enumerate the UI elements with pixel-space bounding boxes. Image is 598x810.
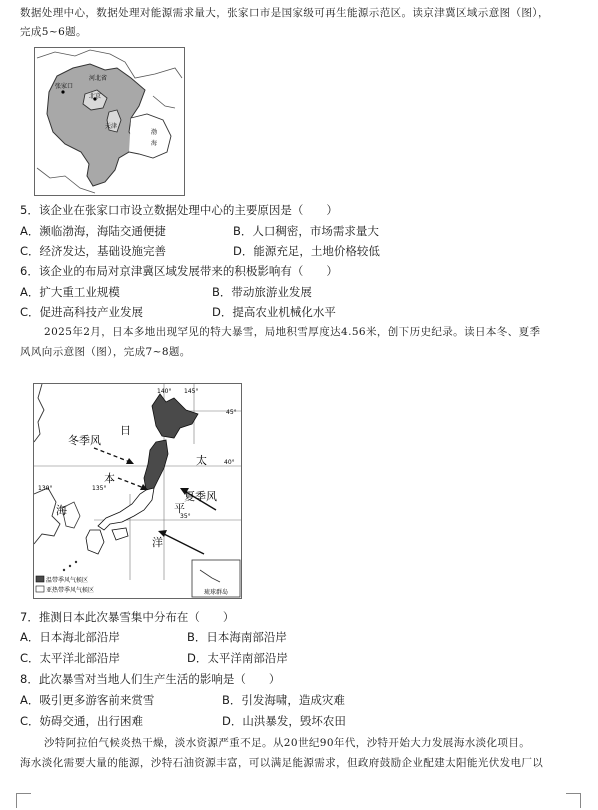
- lon-label: 130°: [38, 485, 53, 492]
- corner-mark: [16, 793, 31, 808]
- mainland-coast: [34, 384, 44, 442]
- ocean-label: 太: [196, 454, 207, 467]
- island: [75, 561, 77, 563]
- lon-label: 135°: [92, 485, 107, 492]
- jingjinji-map: [34, 47, 185, 196]
- winter-wind-label: 冬季风: [68, 434, 101, 447]
- border-line: [37, 168, 95, 193]
- intro-line: 数据处理中心，数据处理对能源需求量大，张家口市是国家级可再生能源示范区。读京津冀区域示意图（图），: [20, 7, 549, 19]
- option-c[interactable]: C．太平洋北部沿岸: [20, 651, 121, 665]
- summer-wind-label: 夏季风: [184, 490, 217, 503]
- bohai-label: 海: [151, 140, 158, 147]
- ocean-label: 洋: [152, 536, 163, 549]
- ocean-label: 平: [174, 502, 185, 515]
- option-a[interactable]: A．吸引更多游客前来赏雪: [20, 693, 155, 707]
- option-b[interactable]: B．人口稠密，市场需求量大: [233, 224, 379, 238]
- option-c[interactable]: C．经济发达，基础设施完善: [20, 244, 167, 258]
- winter-wind-arrow: [118, 478, 144, 488]
- option-b[interactable]: B．日本海南部沿岸: [187, 630, 287, 644]
- intro-line: 沙特阿拉伯气候炎热干燥，淡水资源严重不足。从20世纪90年代，沙特开始大力发展海水淡化项目。: [44, 737, 531, 749]
- honshu-north: [144, 440, 168, 490]
- lon-label: 145°: [184, 388, 199, 395]
- sea-label: 日: [120, 424, 131, 437]
- hebei-label: 河北省: [89, 75, 108, 82]
- option-a[interactable]: A．日本海北部沿岸: [20, 630, 120, 644]
- border-line: [153, 96, 175, 108]
- option-d[interactable]: D．山洪暴发，毁坏农田: [222, 714, 346, 728]
- legend-swatch-temperate: [36, 576, 44, 582]
- option-c[interactable]: C．促进高科技产业发展: [20, 305, 144, 319]
- zhangjiakou-label: 张家口: [55, 83, 74, 90]
- lat-label: 45°: [226, 409, 237, 416]
- option-d[interactable]: D．太平洋南部沿岸: [187, 651, 288, 665]
- corner-mark: [566, 793, 581, 808]
- lat-label: 40°: [224, 459, 235, 466]
- kyushu: [86, 530, 104, 554]
- hokkaido: [152, 394, 198, 438]
- bohai-label: 渤: [151, 129, 158, 136]
- legend-temperate: 温带季风气候区: [46, 577, 89, 584]
- option-d[interactable]: D．提高农业机械化水平: [212, 305, 336, 319]
- beijing-label: 北京: [89, 93, 102, 100]
- question-stem: 7．推测日本此次暴雪集中分布在（ ）: [20, 610, 235, 624]
- zhangjiakou-dot: [61, 90, 64, 93]
- intro-line: 2025年2月，日本多地出现罕见的特大暴雪，局地积雪厚度达4.56米，创下历史纪录。读日本冬、夏季: [44, 326, 541, 338]
- japan-monsoon-map: [33, 383, 242, 599]
- intro-line: 风风向示意图（图），完成7~8题。: [20, 346, 191, 358]
- intro-line: 完成5~6题。: [20, 26, 87, 38]
- ryukyu-label: 琉球群岛: [204, 589, 229, 596]
- sea-label: 海: [56, 504, 67, 517]
- shikoku: [112, 528, 128, 540]
- question-stem: 6．该企业的布局对京津冀区域发展带来的积极影响有（ ）: [20, 264, 338, 278]
- lon-label: 140°: [157, 388, 172, 395]
- legend-subtropical: 亚热带季风气候区: [46, 587, 95, 594]
- intro-line: 海水淡化需要大量的能源，沙特石油资源丰富，可以满足能源需求，但政府鼓励企业配建太阳能光伏发电厂以: [20, 757, 544, 769]
- tianjin-label: 天津: [105, 123, 118, 130]
- island: [63, 569, 65, 571]
- option-c[interactable]: C．妨碍交通，出行困难: [20, 714, 144, 728]
- question-stem: 5．该企业在张家口市设立数据处理中心的主要原因是（ ）: [20, 203, 338, 217]
- summer-wind-arrow: [164, 534, 204, 554]
- option-b[interactable]: B．引发海啸，造成灾难: [222, 693, 345, 707]
- legend-swatch-subtropical: [36, 586, 44, 592]
- option-b[interactable]: B．带动旅游业发展: [212, 285, 312, 299]
- honshu-south: [98, 488, 154, 530]
- winter-wind-arrow: [94, 448, 130, 462]
- bohai-sea: [129, 114, 171, 158]
- option-a[interactable]: A．濒临渤海，海陆交通便捷: [20, 224, 166, 238]
- sea-label: 本: [104, 472, 115, 485]
- lat-label: 35°: [180, 513, 191, 520]
- option-a[interactable]: A．扩大重工业规模: [20, 285, 120, 299]
- island: [69, 565, 71, 567]
- question-stem: 8．此次暴雪对当地人们生产生活的影响是（ ）: [20, 672, 281, 686]
- option-d[interactable]: D．能源充足，土地价格较低: [233, 244, 380, 258]
